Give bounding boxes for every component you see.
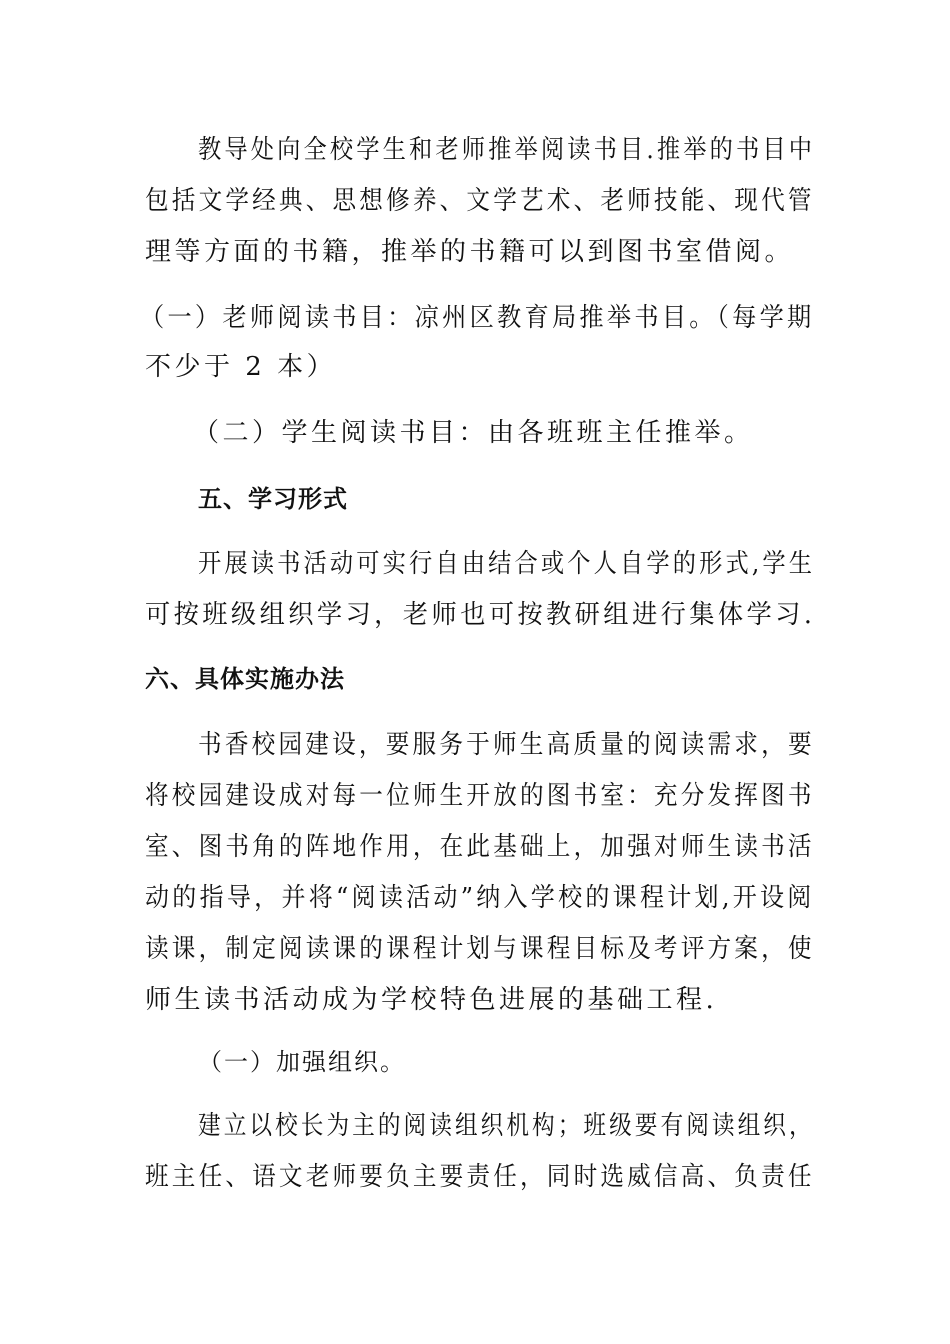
paragraph-line: 书香校园建设，要服务于师生高质量的阅读需求，要 [198, 730, 815, 760]
paragraph-line: 室、图书角的阵地作用，在此基础上，加强对师生读书活 [145, 832, 815, 862]
paragraph-line: 师生读书活动成为学校特色进展的基础工程. [145, 985, 718, 1015]
paragraph-line: 建立以校长为主的阅读组织机构；班级要有阅读组织， [198, 1111, 815, 1141]
paragraph-line: 将校园建设成对每一位师生开放的图书室：充分发挥图书 [145, 781, 815, 811]
paragraph-line: 读课，制定阅读课的课程计划与课程目标及考评方案，使 [145, 934, 815, 964]
paragraph-line: 开展读书活动可实行自由结合或个人自学的形式,学生 [198, 549, 816, 579]
paragraph-line: 理等方面的书籍，推举的书籍可以到图书室借阅。 [145, 237, 795, 267]
paragraph-line: 动的指导，并将“阅读活动”纳入学校的课程计划,开设阅 [145, 883, 815, 913]
paragraph-line: 班主任、语文老师要负主要责任，同时选威信高、负责任 [145, 1162, 815, 1192]
section-heading-six: 六、具体实施办法 [145, 665, 345, 693]
subsection-heading-organize: （一）加强组织。 [198, 1048, 406, 1076]
teacher-books-line: 不少于 2 本） [145, 352, 337, 382]
section-heading-five: 五、学习形式 [198, 485, 348, 513]
paragraph-line: 可按班级组织学习，老师也可按教研组进行集体学习. [145, 600, 816, 630]
student-books-line: （二）学生阅读书目：由各班班主任推举。 [193, 418, 754, 448]
teacher-books-line: （一）老师阅读书目：凉州区教育局推举书目。（每学期 [140, 303, 815, 333]
paragraph-line: 包括文学经典、思想修养、文学艺术、老师技能、现代管 [145, 186, 815, 216]
paragraph-line: 教导处向全校学生和老师推举阅读书目.推举的书目中 [198, 135, 816, 165]
